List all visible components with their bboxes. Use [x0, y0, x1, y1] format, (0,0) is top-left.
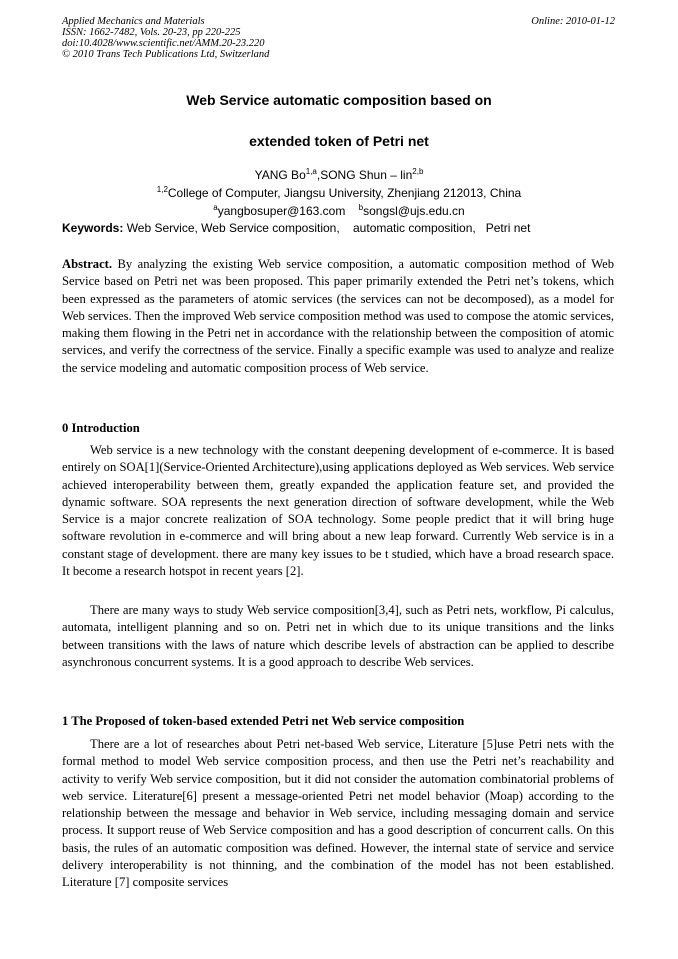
- author-1-superscript: 1,a: [305, 167, 317, 176]
- affiliation-superscript: 1,2: [156, 185, 168, 194]
- online-date: Online: 2010-01-12: [531, 16, 615, 27]
- author-1-name: YANG Bo: [254, 168, 306, 182]
- journal-issn: ISSN: 1662-7482, Vols. 20-23, pp 220-225: [62, 27, 241, 38]
- affiliation-text: College of Computer, Jiangsu University, Zhenjiang 212013, China: [167, 186, 522, 200]
- section-1-paragraph-1: There are a lot of researches about Petri net-based Web service, Literature [5]use Petri nets with the formal method to model Web service composition process, and then use the Petri net’s reachability and activity to verify Web service composition, but it did not consider the automation combinatorial problems of web service. Literature[6] present a message-oriented Petri net model behavior (Moap) according to the relationship between the message and behavior in Web service, including messaging domain and service process. It support reuse of Web Service composition and has a good description of concurrent calls. On this basis, the rules of an automatic composition was defined. However, the internal state of service and service delivery interoperability is not thinning, and the combination of the model has not been established. Literature [7] composite services: [62, 737, 614, 890]
- section-0-paragraph-2: There are many ways to study Web service composition[3,4], such as Petri nets, workflow, Pi calculus, automata, intelligent planning and so on. Petri net in which due to its unique transitions and the links between transitions with the laws of nature which describe levels of abstraction can be applied to describe asynchronous concurrent systems. It is a good approach to describe Web services.: [62, 603, 614, 669]
- author-2-name: ,SONG Shun – lin: [316, 168, 413, 182]
- author-2-superscript: 2,b: [412, 167, 424, 176]
- paper-title-line-2: extended token of Petri net: [249, 133, 429, 149]
- journal-copyright: © 2010 Trans Tech Publications Ltd, Switzerland: [62, 49, 270, 60]
- author-line: [0, 168, 678, 182]
- journal-name: Applied Mechanics and Materials: [62, 16, 205, 27]
- keywords-line: [62, 221, 622, 235]
- email-a-superscript: a: [213, 203, 218, 212]
- section-1-heading: 1 The Proposed of token-based extended Petri net Web service composition: [62, 714, 465, 728]
- paper-title-line-1: Web Service automatic composition based on: [186, 92, 492, 108]
- abstract-text: By analyzing the existing Web service composition, a automatic composition method of Web Service based on Petri net was been proposed. This paper primarily extended the Petri net’s tokens, which been expressed as the parameters of atomic services (the services can not be decomposed), as a model for Web services. Then the improved Web service composition method was used to compose the atomic services, making them flowing in the Petri net in accordance with the relationship between the composition of atomic services, and verify the correctness of the service. Finally a specific example was used to analyze and realize the service modeling and automatic composition process of Web service.: [62, 257, 614, 375]
- email-b: songsl@ujs.edu.cn: [363, 204, 465, 218]
- section-0-paragraph-1: Web service is a new technology with the constant deepening development of e-commerce. It is based entirely on SOA[1](Service-Oriented Architecture),using applications deployed as Web services. Web service achieved interoperability between them, greatly expanded the application feature set, and provided the dynamic software. SOA represents the next generation direction of software development, while the Web Service is a major concrete realization of SOA technology. Some people predict that it will bring huge software revolution in e-commerce and will bring about a new leap forward. Currently Web service is in a constant stage of development. there are many key issues to be t studied, which have a broad research space. It become a research hotspot in recent years [2].: [62, 443, 614, 579]
- journal-header: [62, 16, 269, 60]
- abstract-label: Abstract.: [62, 257, 113, 271]
- email-b-superscript: b: [358, 203, 364, 212]
- email-a: yangbosuper@163.com: [217, 204, 346, 218]
- journal-doi: doi:10.4028/www.scientific.net/AMM.20-23.220: [62, 38, 265, 49]
- affiliation-line: [0, 186, 678, 200]
- section-0-heading: 0 Introduction: [62, 421, 140, 435]
- keywords-label: Keywords:: [62, 221, 124, 235]
- email-line: [0, 204, 678, 218]
- abstract-paragraph: [62, 256, 614, 377]
- keywords-text: Web Service, Web Service composition, automatic composition, Petri net: [123, 221, 531, 235]
